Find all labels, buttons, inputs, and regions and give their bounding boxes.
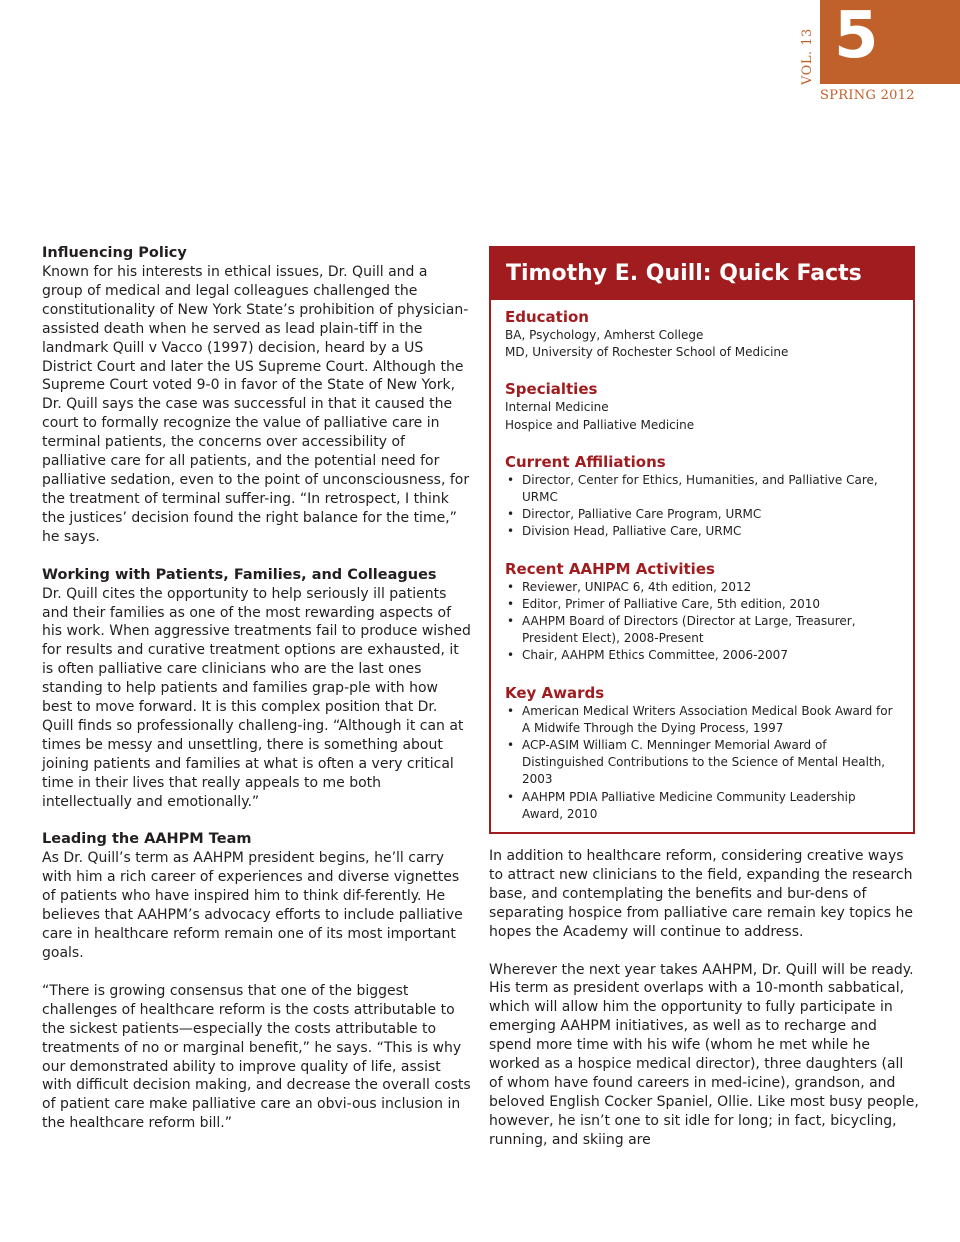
activity-item: • Reviewer, UNIPAC 6, 4th edition, 2012 — [505, 579, 899, 596]
left-column — [42, 244, 472, 1133]
facts-heading-affiliations: Current Affiliations — [505, 452, 666, 471]
paragraph-leading: As Dr. Quill’s term as AAHPM president begins, he’ll carry with him a rich career of experiences and diverse vignettes of patients who have inspired him to think dif-ferently. He believes that AAHPM’s advocacy efforts to include palliative care in healthcare reform remain one of its most important goals. — [42, 850, 463, 961]
activity-item: • Editor, Primer of Palliative Care, 5th edition, 2010 — [505, 596, 899, 613]
section-heading-leading: Leading the AAHPM Team — [42, 831, 252, 848]
issue-number-badge — [820, 0, 960, 84]
quick-facts-title: Timothy E. Quill: Quick Facts — [491, 248, 913, 300]
activity-item: • Chair, AAHPM Ethics Committee, 2006-2007 — [505, 647, 899, 664]
section-heading-policy: Influencing Policy — [42, 245, 187, 261]
facts-heading-education: Education — [505, 308, 589, 326]
education-item: BA, Psychology, Amherst College — [505, 328, 704, 342]
award-item: • AAHPM PDIA Palliative Medicine Community Leadership Award, 2010 — [505, 789, 899, 823]
affiliation-item: • Director, Palliative Care Program, URMC — [505, 506, 899, 523]
volume-label: VOL. 13 — [800, 28, 815, 85]
activity-item: • AAHPM Board of Directors (Director at Large, Treasurer, President Elect), 2008-Present — [505, 613, 899, 647]
specialty-item: Internal Medicine — [505, 400, 609, 415]
specialty-item: Hospice and Palliative Medicine — [505, 417, 695, 432]
section-heading-working: Working with Patients, Families, and Colleagues — [42, 566, 437, 583]
paragraph-quote: “There is growing consensus that one of the biggest challenges of healthcare reform is the costs attributable to the sickest patients—especially the costs attributable to treatments of no or marginal benefit,” he says. “This is why our demonstrated ability to improve quality of life, assist with difficult decision making, and decrease the overall costs of patient care make palliative care an obvi-ous inclusion in the healthcare reform bill.” — [42, 982, 471, 1132]
facts-heading-specialties: Specialties — [505, 380, 598, 399]
award-item: • American Medical Writers Association Medical Book Award for A Midwife Through the Dying Process, 1997 — [505, 703, 899, 737]
paragraph-reform: In addition to healthcare reform, considering creative ways to attract new clinicians to the field, expanding the research base, and contemplating the benefits and bur-dens of separating hospice from palliative care remain key topics he hopes the Academy will continue to address. — [489, 848, 914, 940]
facts-heading-awards: Key Awards — [505, 683, 605, 702]
affiliation-item: • Director, Center for Ethics, Humanities, and Palliative Care, URMC — [505, 472, 899, 506]
issue-number: 5 — [834, 0, 879, 73]
award-item: • ACP-ASIM William C. Menninger Memorial Award of Distinguished Contributions to the Science of Mental Health, 2003 — [505, 737, 899, 789]
paragraph-working: Dr. Quill cites the opportunity to help seriously ill patients and their families as one of the most rewarding aspects of his work. When aggressive treatments fail to produce wished for results and curative treatment options are exhausted, it is often palliative care clinicians who are the last ones standing to help patients and families grap-ple with how best to move forward. It is this complex position that Dr. Quill finds so professionally challeng-ing. “Although it can at times be messy and unsettling, there is something about joining patients and families at what is often a very critical time in their lives that really appeals to me both intellectually and emotionally.” — [42, 585, 471, 810]
right-column — [489, 847, 921, 1150]
facts-heading-activities: Recent AAHPM Activities — [505, 559, 715, 578]
affiliation-item: • Division Head, Palliative Care, URMC — [505, 523, 899, 540]
quick-facts-box — [489, 246, 915, 834]
season-label: SPRING 2012 — [820, 88, 915, 103]
paragraph-policy: Known for his interests in ethical issues, Dr. Quill and a group of medical and legal colleagues challenged the constitutionality of New York State’s prohibition of physician-assisted death when he served as lead plain-tiff in the landmark Quill v Vacco (1997) decision, heard by a US District Court and later the US Supreme Court. Although the Supreme Court voted 9-0 in favor of the State of New York, Dr. Quill says the case was successful in that it caused the court to formally recognize the value of palliative care in terminal patients, the concerns over accessibility of palliative care for all patients, and the potential need for palliative sedation, even to the point of unconsciousness, for the treatment of terminal suffer-ing. “In retrospect, I think the justices’ decision found the right balance for the time,” he says. — [42, 264, 470, 545]
paragraph-future: Wherever the next year takes AAHPM, Dr. Quill will be ready. His term as president overlaps with a 10-month sabbatical, which will allow him the opportunity to fully participate in emerging AAHPM initiatives, as well as to recharge and spend more time with his wife (whom he met while he worked as a hospice medical director), three daughters (all of whom have found careers in med-icine), grandson, and beloved English Cocker Spaniel, Ollie. Like most busy people, however, he isn’t one to sit idle for long; in fact, bicycling, running, and skiing are — [489, 961, 919, 1148]
education-item: MD, University of Rochester School of Medicine — [505, 345, 789, 360]
